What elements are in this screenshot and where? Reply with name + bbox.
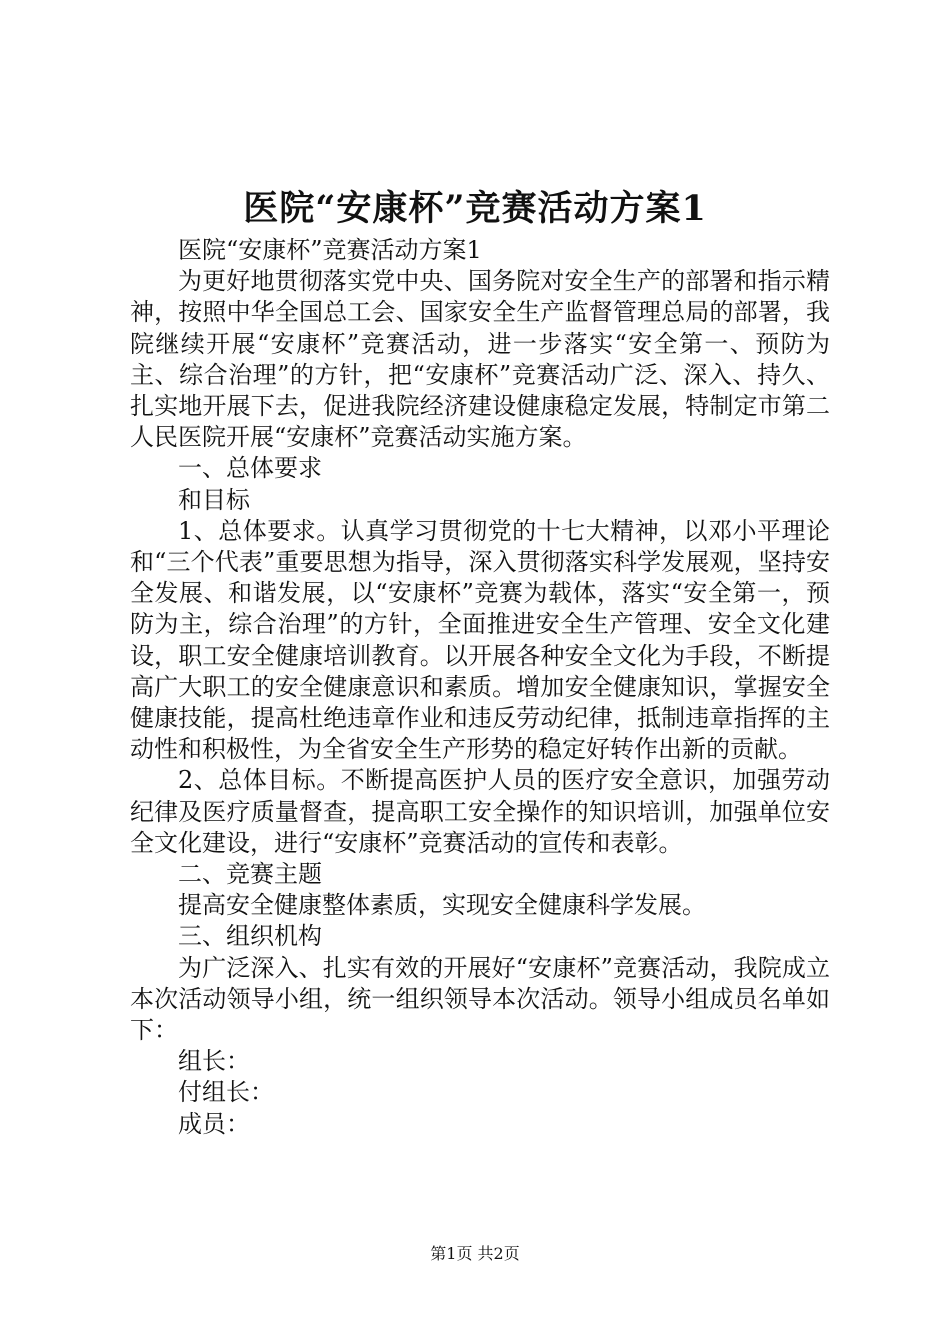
section-heading-theme: 二、竞赛主题	[178, 860, 322, 889]
document-title: 医院“安康杯”竞赛活动方案1	[243, 188, 707, 229]
section-heading-organization: 三、组织机构	[178, 922, 322, 951]
intro-paragraph: 为更好地贯彻落实党中央、国务院对安全生产的部署和指示精神，按照中华全国总工会、国家安全生产监督管理总局的部署，我院继续开展“安康杯”竞赛活动，进一步落实“安全第一、预防为主、综合治理”的方针，把“安康杯”竞赛活动广泛、深入、持久、扎实地开展下去，促进我院经济建设健康稳定发展，特制定市第二人民医院开展“安康杯”竞赛活动实施方案。	[130, 267, 830, 452]
theme-paragraph: 提高安全健康整体素质，实现安全健康科学发展。	[178, 891, 706, 920]
subtitle-paragraph: 医院“安康杯”竞赛活动方案1	[178, 236, 482, 264]
goals-paragraph: 2、总体目标。不断提高医护人员的医疗安全意识，加强劳动纪律及医疗质量督查，提高职工安全操作的知识培训，加强单位安全文化建设，进行“安康杯”竞赛活动的宣传和表彰。	[130, 766, 830, 857]
leader-line: 组长：	[178, 1047, 250, 1076]
section-heading-requirements: 一、总体要求	[178, 454, 322, 483]
deputy-leader-line: 付组长：	[178, 1078, 274, 1107]
organization-paragraph: 为广泛深入、扎实有效的开展好“安康杯”竞赛活动，我院成立本次活动领导小组，统一组织领导本次活动。领导小组成员名单如下：	[130, 953, 830, 1045]
section-heading-goals: 和目标	[178, 485, 250, 514]
page-footer: 第1页 共2页	[430, 1244, 520, 1263]
members-line: 成员：	[178, 1109, 250, 1138]
requirements-paragraph: 1、总体要求。认真学习贯彻党的十七大精神，以邓小平理论和“三个代表”重要思想为指导，深入贯彻落实科学发展观，坚持安全发展、和谐发展，以“安康杯”竞赛为载体，落实“安全第一，预防为主，综合治理”的方针，全面推进安全生产管理、安全文化建设，职工安全健康培训教育。以开展各种安全文化为手段，不断提高广大职工的安全健康意识和素质。增加安全健康知识，掌握安全健康技能，提高杜绝违章作业和违反劳动纪律，抵制违章指挥的主动性和积极性，为全省安全生产形势的稳定好转作出新的贡献。	[130, 516, 830, 764]
document-body	[130, 235, 830, 1140]
